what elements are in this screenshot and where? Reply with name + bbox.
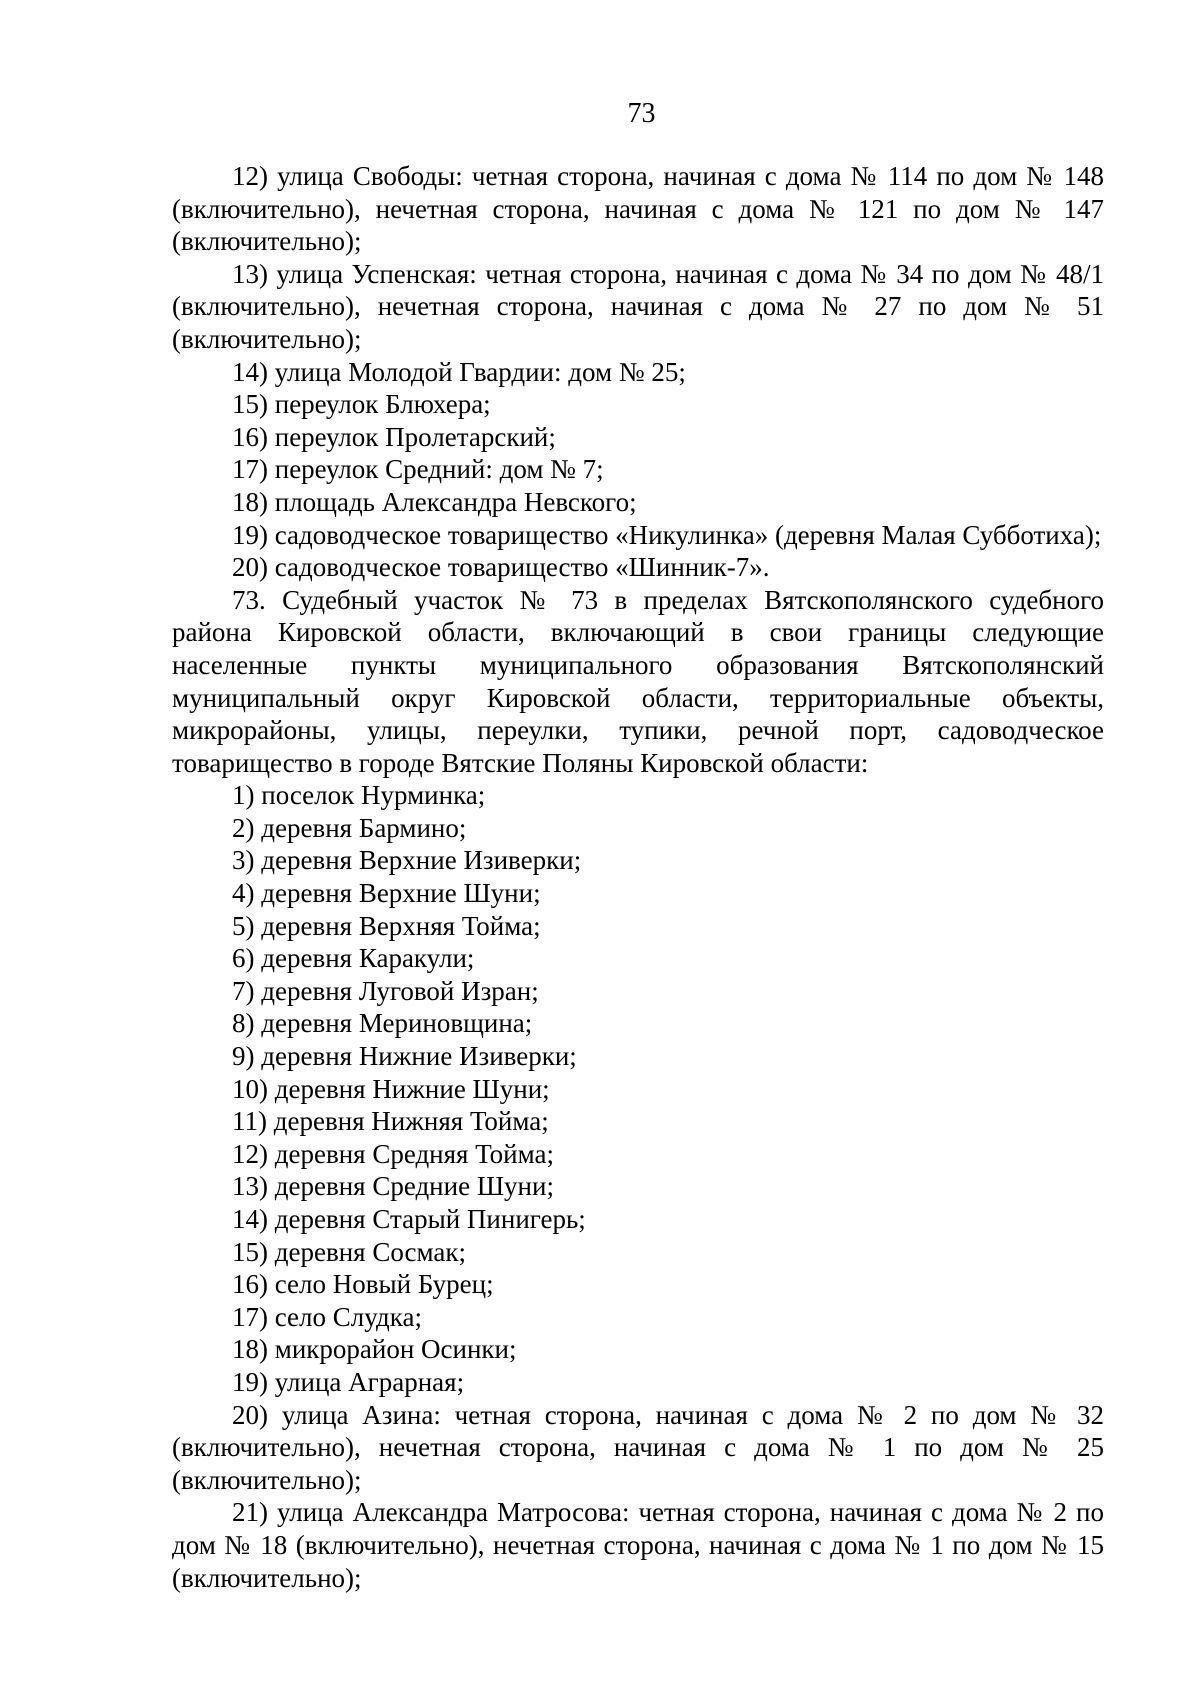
list-item: 6) деревня Каракули;	[232, 943, 475, 974]
list-item: 14) улица Молодой Гвардии: дом № 25;	[232, 356, 686, 387]
list-item: 15) деревня Сосмак;	[232, 1236, 466, 1267]
section-paragraph: 73. Судебный участок № 73 в пределах Вятскополянского судебного района Кировской области, включающий в свои границы следующие населенные пункты муниципального образования Вятскополянский муниципальный округ Кировской области, территориальные объекты, микрорайоны, улицы, переулки, тупики, речной порт, садоводческое товарищество в городе Вятские Поляны Кировской области:	[172, 584, 1104, 778]
page-number: 73	[627, 98, 656, 129]
list-paragraph: 12) улица Свободы: четная сторона, начиная с дома № 114 по дом № 148 (включительно), нечетная сторона, начиная с дома № 121 по дом № 147 (включительно);	[172, 161, 1104, 257]
list-item: 18) микрорайон Осинки;	[232, 1334, 517, 1365]
list-item: 14) деревня Старый Пинигерь;	[232, 1204, 586, 1234]
list-paragraph: 19) садоводческое товарищество «Никулинка» (деревня Малая Субботиха);	[232, 519, 1102, 550]
list-item: 9) деревня Нижние Изиверки;	[232, 1041, 577, 1072]
document-body	[172, 160, 1104, 1594]
list-item: 19) улица Аграрная;	[232, 1366, 465, 1397]
list-item: 2) деревня Бармино;	[232, 812, 467, 843]
list-item: 17) переулок Средний: дом № 7;	[232, 454, 604, 485]
list-item: 11) деревня Нижняя Тойма;	[232, 1106, 549, 1137]
list-paragraph: 13) улица Успенская: четная сторона, начиная с дома № 34 по дом № 48/1 (включительно), нечетная сторона, начиная с дома № 27 по дом № 51 (включительно);	[172, 258, 1104, 354]
list-paragraph: 20) улица Азина: четная сторона, начиная с дома № 2 по дом № 32 (включительно), нечетная сторона, начиная с дома № 1 по дом № 25 (включительно);	[172, 1399, 1104, 1495]
list-item: 7) деревня Луговой Изран;	[232, 975, 539, 1006]
list-item: 12) деревня Средняя Тойма;	[232, 1138, 555, 1169]
list-item: 5) деревня Верхняя Тойма;	[232, 910, 541, 941]
list-item: 1) поселок Нурминка;	[232, 780, 486, 811]
list-item: 10) деревня Нижние Шуни;	[232, 1073, 550, 1104]
list-item: 17) село Слудка;	[232, 1301, 422, 1332]
list-item: 16) село Новый Бурец;	[232, 1269, 494, 1300]
list-item: 13) деревня Средние Шуни;	[232, 1171, 554, 1202]
list-item: 18) площадь Александра Невского;	[232, 486, 637, 517]
list-item: 3) деревня Верхние Изиверки;	[232, 845, 582, 876]
list-item: 4) деревня Верхние Шуни;	[232, 878, 541, 909]
list-item: 16) переулок Пролетарский;	[232, 421, 556, 452]
list-item: 20) садоводческое товарищество «Шинник-7».	[232, 552, 770, 583]
list-item: 8) деревня Мериновщина;	[232, 1008, 533, 1039]
list-item: 15) переулок Блюхера;	[232, 389, 491, 420]
list-paragraph: 21) улица Александра Матросова: четная сторона, начиная с дома № 2 по дом № 18 (включительно), нечетная сторона, начиная с дома № 1 по дом № 15 (включительно);	[172, 1497, 1104, 1593]
